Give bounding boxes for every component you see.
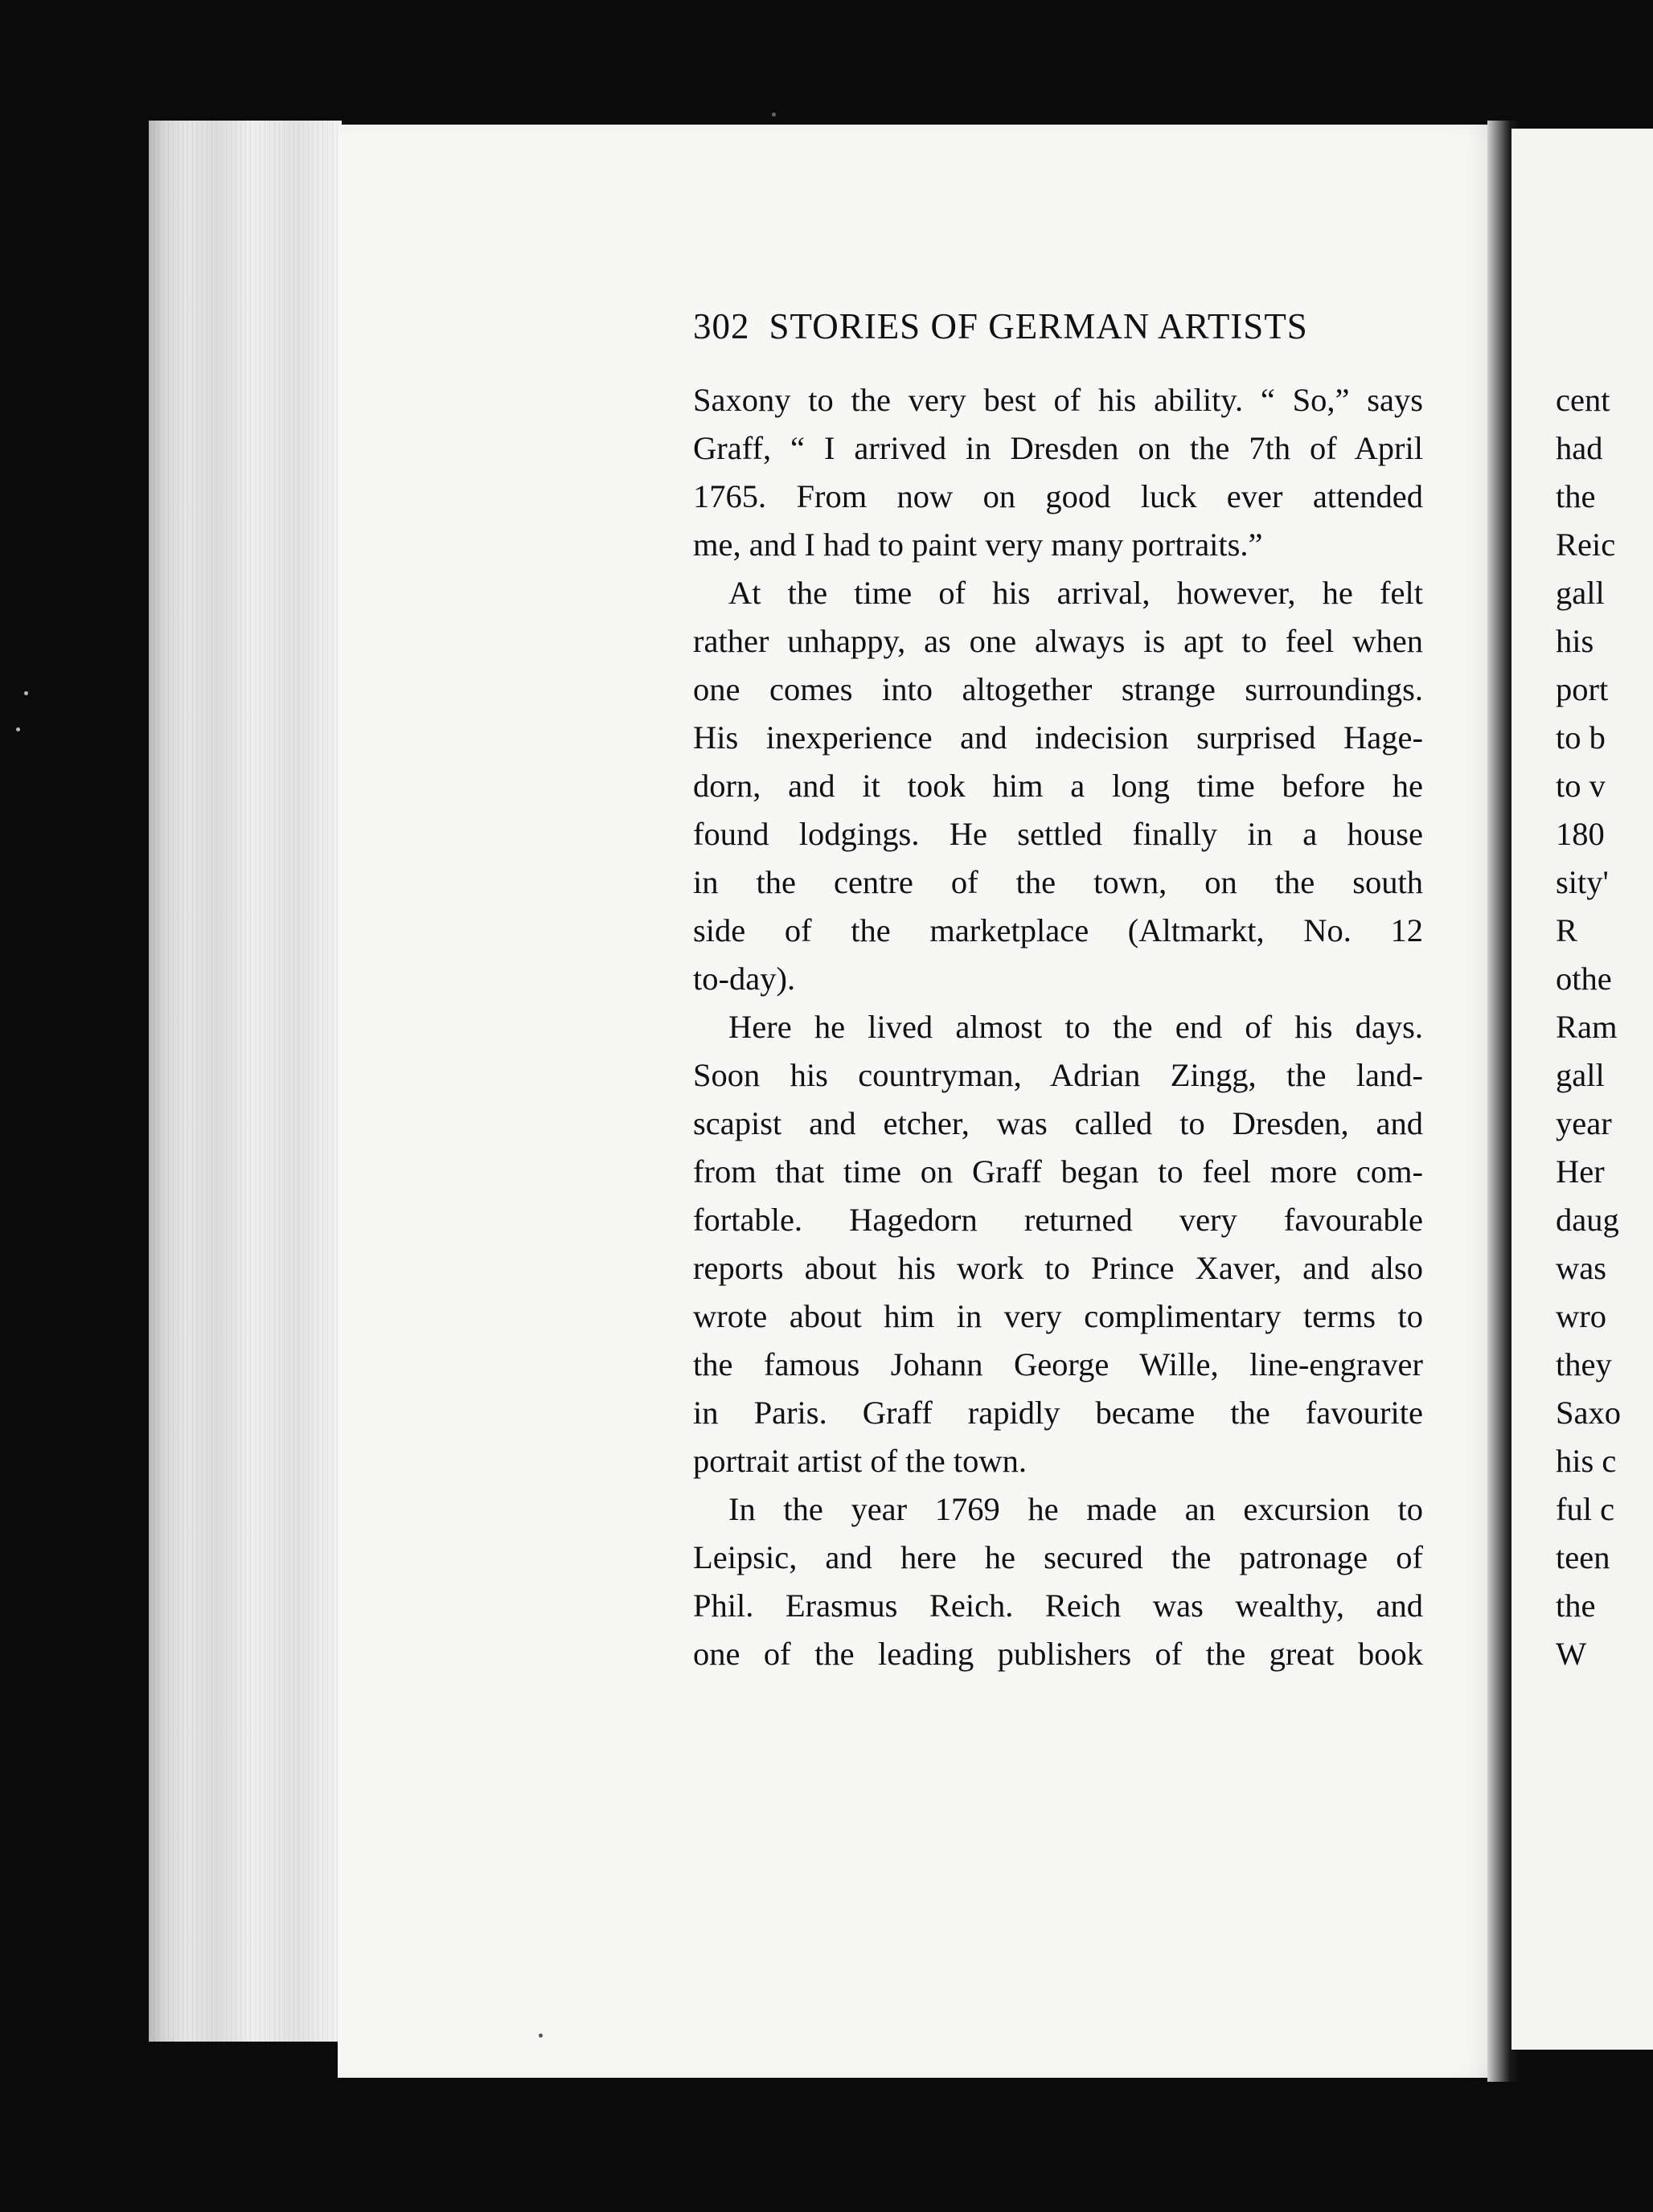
scan-speck (539, 2034, 543, 2038)
text-line: portrait artist of the town. (693, 1443, 1027, 1479)
facing-line: Her (1556, 1153, 1605, 1190)
facing-line: to v (1556, 768, 1606, 804)
facing-line: the (1556, 1587, 1596, 1624)
facing-line: daug (1556, 1202, 1619, 1238)
facing-line: had (1556, 430, 1603, 466)
text-line: in the centre of the town, on the south (693, 864, 1423, 900)
facing-line: cent (1556, 382, 1610, 418)
body-text (693, 376, 1423, 1678)
text-line: found lodgings. He settled finally in a house (693, 816, 1423, 852)
facing-line: 180 (1556, 816, 1605, 852)
facing-line: R (1556, 912, 1578, 948)
text-line: dorn, and it took him a long time before he (693, 768, 1423, 804)
text-line: His inexperience and indecision surprised Hage- (693, 719, 1423, 756)
text-line: reports about his work to Prince Xaver, and also (693, 1250, 1423, 1286)
text-line: Saxony to the very best of his ability. “ So,” says (693, 382, 1423, 418)
facing-page-text (1556, 376, 1653, 1678)
text-line: At the time of his arrival, however, he felt (728, 575, 1423, 611)
text-line: the famous Johann George Wille, line-engraver (693, 1346, 1423, 1382)
scan-speck (16, 727, 20, 731)
text-line: In the year 1769 he made an excursion to (728, 1491, 1423, 1527)
page-number: 302 (693, 306, 750, 346)
text-line: 1765. From now on good luck ever attended (693, 478, 1423, 514)
running-title: STORIES OF GERMAN ARTISTS (769, 306, 1308, 346)
facing-line: gall (1556, 575, 1605, 611)
facing-line: they (1556, 1346, 1612, 1382)
facing-line: Saxo (1556, 1395, 1621, 1431)
text-line: from that time on Graff began to feel more com- (693, 1153, 1423, 1190)
text-line: side of the marketplace (Altmarkt, No. 12 (693, 912, 1423, 948)
text-line: Soon his countryman, Adrian Zingg, the land- (693, 1057, 1423, 1093)
page-stack-edge (149, 121, 342, 2042)
facing-line: othe (1556, 961, 1612, 997)
facing-line: to b (1556, 719, 1606, 756)
text-line: Here he lived almost to the end of his days. (728, 1009, 1423, 1045)
text-line: me, and I had to paint very many portraits.” (693, 526, 1263, 563)
facing-line: Reic (1556, 526, 1616, 563)
facing-line: wro (1556, 1298, 1606, 1334)
facing-line: teen (1556, 1539, 1610, 1575)
facing-line: W (1556, 1636, 1587, 1672)
text-line: one comes into altogether strange surroundings. (693, 671, 1423, 707)
text-line: Leipsic, and here he secured the patronage of (693, 1539, 1423, 1575)
text-line: wrote about him in very complimentary terms to (693, 1298, 1423, 1334)
scan-speck (772, 113, 776, 117)
facing-line: gall (1556, 1057, 1605, 1093)
facing-line: Ram (1556, 1009, 1618, 1045)
facing-line: his (1556, 623, 1594, 659)
running-header (693, 305, 1308, 347)
text-line: fortable. Hagedorn returned very favourable (693, 1202, 1423, 1238)
text-line: in Paris. Graff rapidly became the favourite (693, 1395, 1423, 1431)
facing-line: ful c (1556, 1491, 1615, 1527)
text-line: Phil. Erasmus Reich. Reich was wealthy, and (693, 1587, 1423, 1624)
scan-speck (24, 691, 28, 695)
text-line: scapist and etcher, was called to Dresden, and (693, 1105, 1423, 1141)
facing-line: port (1556, 671, 1609, 707)
text-line: to-day). (693, 961, 796, 997)
text-line: rather unhappy, as one always is apt to feel when (693, 623, 1423, 659)
facing-line: year (1556, 1105, 1612, 1141)
facing-line: his c (1556, 1443, 1617, 1479)
text-line: Graff, “ I arrived in Dresden on the 7th of April (693, 430, 1423, 466)
text-line: one of the leading publishers of the great book (693, 1636, 1423, 1672)
facing-line: sity' (1556, 864, 1609, 900)
facing-line: the (1556, 478, 1596, 514)
facing-line: was (1556, 1250, 1606, 1286)
